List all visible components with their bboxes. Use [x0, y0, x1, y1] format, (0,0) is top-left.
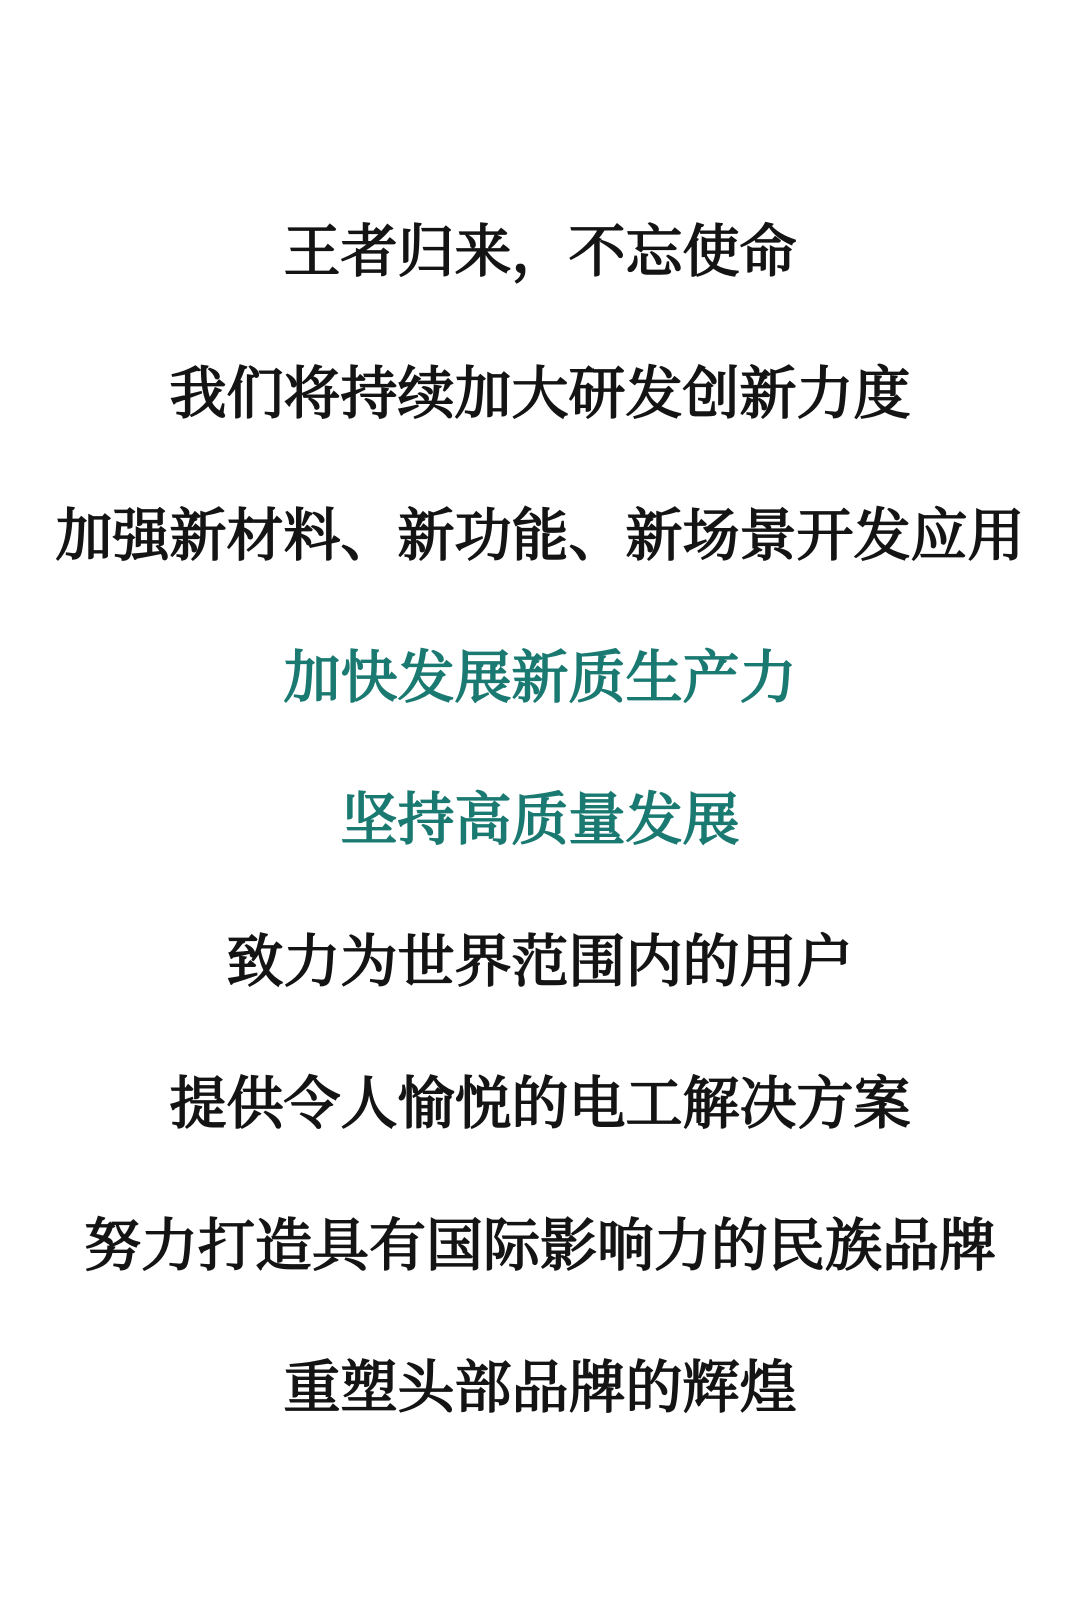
slogan-line-8: 努力打造具有国际影响力的民族品牌 — [84, 1215, 996, 1278]
slogan-line-3: 加强新材料、新功能、新场景开发应用 — [55, 505, 1025, 568]
slogan-line-9: 重塑头部品牌的辉煌 — [283, 1357, 797, 1420]
slogan-line-7: 提供令人愉悦的电工解决方案 — [169, 1073, 911, 1136]
slogan-line-4: 加快发展新质生产力 — [283, 647, 797, 710]
slogan-line-5: 坚持高质量发展 — [340, 789, 740, 852]
slogan-line-6: 致力为世界范围内的用户 — [226, 931, 854, 994]
slogan-line-1: 王者归来，不忘使命 — [283, 221, 797, 284]
slogan-line-2: 我们将持续加大研发创新力度 — [169, 363, 911, 426]
